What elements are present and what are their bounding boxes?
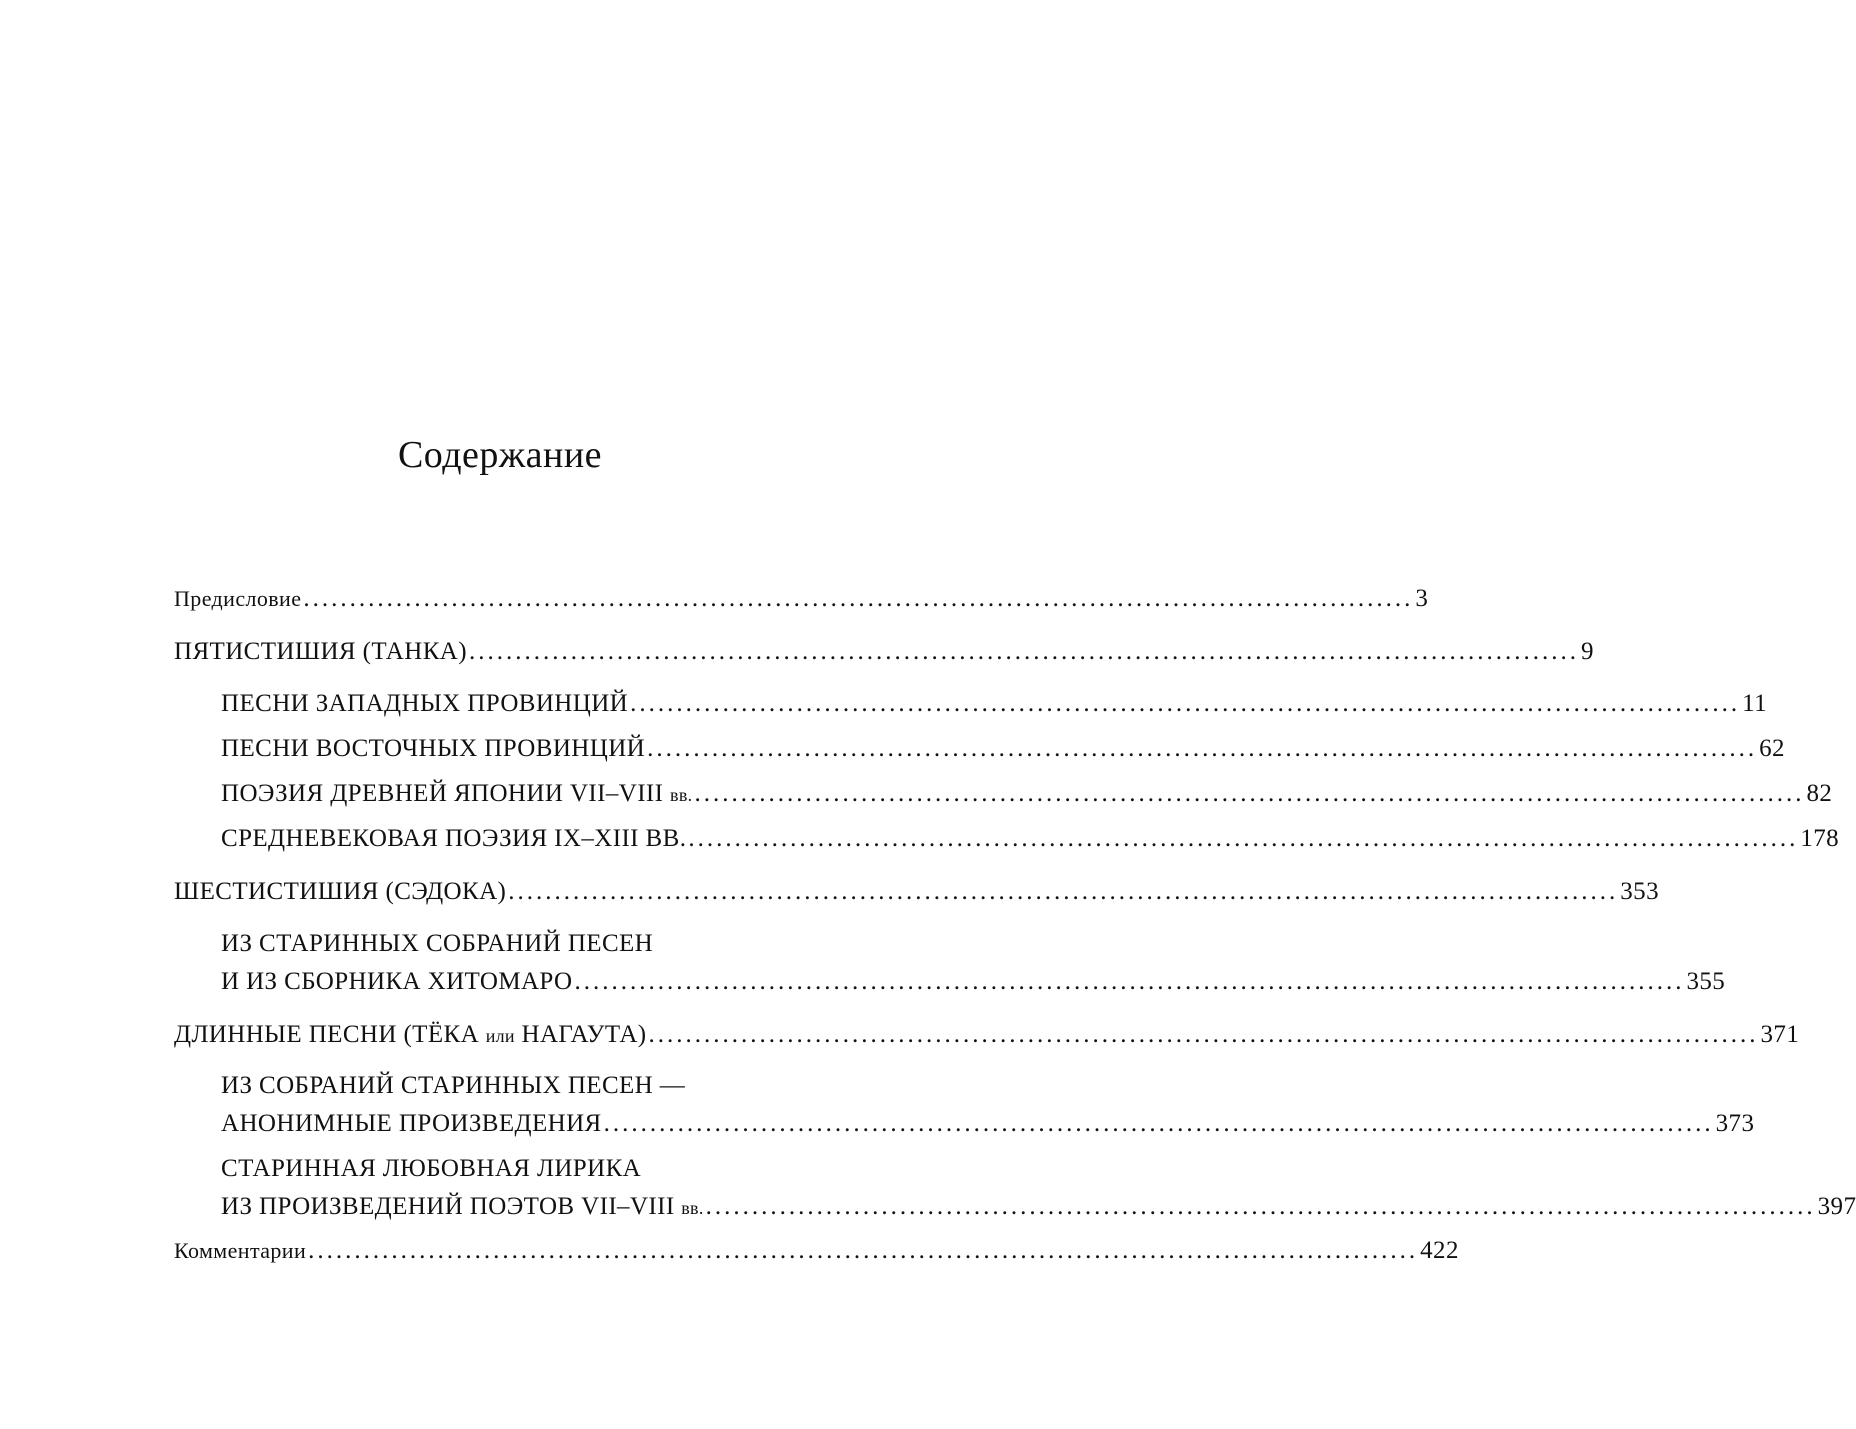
toc-entry-teka[interactable] <box>174 1016 1800 1055</box>
toc-leader-dots: ........................................................................................................................ <box>647 735 1758 762</box>
toc-entry-eastern-provinces[interactable] <box>221 730 1785 768</box>
toc-page-number: 9 <box>1580 638 1594 665</box>
toc-entry-medieval-poetry[interactable] <box>221 820 1840 858</box>
toc-entry-first-line: ИЗ СОБРАНИЙ СТАРИННЫХ ПЕСЕН — <box>221 1072 686 1099</box>
toc-entry-label: И ИЗ СБОРНИКА ХИТОМАРО <box>221 968 573 995</box>
toc-entry-label-tail: НАГАУТА) <box>514 1021 647 1048</box>
toc-entry-tanka[interactable] <box>174 633 1594 671</box>
toc-leader-dots: ........................................................................................................................ <box>303 585 1414 612</box>
toc-entry-label: ДЛИННЫЕ ПЕСНИ (ТЁКА <box>174 1021 486 1048</box>
toc-page-number: 11 <box>1742 690 1767 717</box>
toc-leader-dots: ........................................................................................................................ <box>603 1110 1714 1137</box>
toc-page-number: 373 <box>1715 1110 1755 1137</box>
toc-entry-sedoka[interactable] <box>174 873 1659 911</box>
toc-entry-label: АНОНИМНЫЕ ПРОИЗВЕДЕНИЯ <box>221 1110 602 1137</box>
toc-entry-western-provinces[interactable] <box>221 685 1767 723</box>
toc-entry-hitomaro[interactable] <box>221 925 1726 1001</box>
toc-page-number: 355 <box>1686 968 1726 995</box>
toc-page-number: 353 <box>1620 878 1659 905</box>
toc-entry-commentary[interactable] <box>174 1232 1459 1270</box>
page-title: Содержание <box>397 434 603 476</box>
toc-entry-label-wrap <box>221 775 692 814</box>
toc-leader-dots: ........................................................................................................................ <box>688 825 1799 852</box>
toc-entry-love-lyrics[interactable] <box>221 1150 1856 1227</box>
toc-entry-label: ПЯТИСТИШИЯ (ТАНКА) <box>174 638 467 665</box>
toc-leader-dots: ........................................................................................................................ <box>694 780 1805 807</box>
toc-page-number: 178 <box>1800 825 1840 852</box>
toc-page-number: 371 <box>1760 1021 1800 1048</box>
toc-entry-anonymous-works[interactable] <box>221 1067 1755 1143</box>
toc-leader-dots: ........................................................................................................................ <box>308 1237 1419 1264</box>
toc-leader-dots: ........................................................................................................................ <box>574 968 1685 995</box>
toc-leader-dots: ........................................................................................................................ <box>508 878 1619 905</box>
toc-entry-label: ПОЭЗИЯ ДРЕВНЕЙ ЯПОНИИ VII–VIII <box>221 780 671 807</box>
toc-entry-label: СРЕДНЕВЕКОВАЯ ПОЭЗИЯ IX–XIII ВВ. <box>221 825 687 852</box>
toc-entry-preface[interactable] <box>174 580 1429 618</box>
toc-leader-dots: ........................................................................................................................ <box>648 1021 1759 1048</box>
toc-leader-dots: ........................................................................................................................ <box>705 1193 1816 1220</box>
toc-page-number: 397 <box>1817 1193 1856 1220</box>
toc-page-number: 422 <box>1420 1237 1459 1264</box>
toc-page-number: 3 <box>1415 585 1429 612</box>
toc-page-number: 62 <box>1759 735 1785 762</box>
toc-page-number: 82 <box>1806 780 1833 807</box>
toc-entry-label: Предисловие <box>174 586 302 611</box>
toc-entry-label: Комментарии <box>174 1238 307 1263</box>
toc-leader-dots: ........................................................................................................................ <box>468 638 1579 665</box>
toc-entry-label-wrap <box>221 1188 704 1227</box>
toc-entry-label-suffix: вв. <box>670 785 693 805</box>
toc-entry-label-wrap <box>174 1016 647 1055</box>
toc-entry-label: ПЕСНИ ЗАПАДНЫХ ПРОВИНЦИЙ <box>221 690 629 717</box>
toc-entry-first-line: СТАРИННАЯ ЛЮБОВНАЯ ЛИРИКА <box>221 1155 642 1182</box>
toc-entry-first-line: ИЗ СТАРИННЫХ СОБРАНИЙ ПЕСЕН <box>221 930 654 957</box>
toc-entry-label-suffix: вв. <box>681 1198 704 1218</box>
toc-leader-dots: ........................................................................................................................ <box>630 690 1741 717</box>
toc-entry-ancient-japan[interactable] <box>221 775 1833 814</box>
toc-entry-label: ШЕСТИСТИШИЯ (СЭДОКА) <box>174 878 507 905</box>
toc-entry-label: ИЗ ПРОИЗВЕДЕНИЙ ПОЭТОВ VII–VIII <box>221 1193 682 1220</box>
toc-entry-label-conjunction: или <box>485 1026 515 1046</box>
toc-entry-label: ПЕСНИ ВОСТОЧНЫХ ПРОВИНЦИЙ <box>221 735 646 762</box>
